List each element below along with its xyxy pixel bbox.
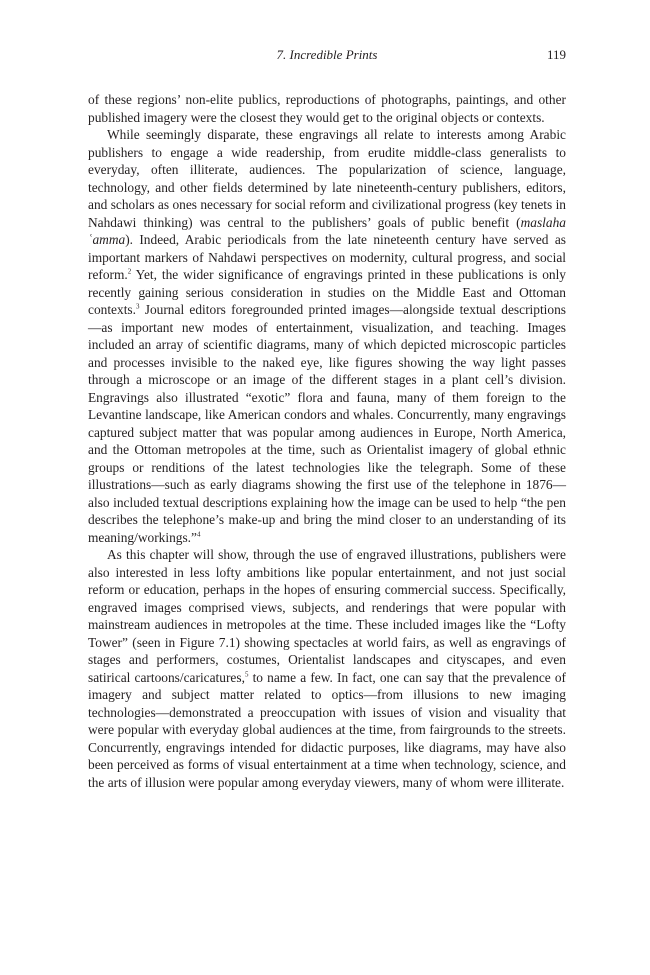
footnote-marker-3[interactable]: 3 xyxy=(135,302,140,311)
running-head xyxy=(88,46,566,64)
paragraph-3 xyxy=(88,546,566,791)
paragraph-2 xyxy=(88,126,566,546)
transliterated-term: maslaha ʿamma xyxy=(88,214,566,247)
paragraph-1 xyxy=(88,91,566,126)
paragraph-text: to name a few. In fact, one can say that the prevalence of imagery and subject matter related to optics—from illusions to new imaging technologies—demonstrated a preoccupation with issues of vision and visuality that were popular with everyday global audiences at the time, from fairgrounds to the streets. Concurrently, engravings intended for didactic purposes, like diagrams, may have also been perceived as forms of visual entertainment at a time when technology, science, and the arts of illusion were popular among everyday viewers, many of whom were illiterate. xyxy=(88,669,566,790)
paragraph-text: As this chapter will show, through the use of engraved illustrations, publishers were also interested in less lofty ambitions like popular entertainment, and not just social reform or education, perhaps in the hopes of ensuring commercial success. Specifically, engraved images comprised views, subjects, and renderings that were popular with mainstream audiences in metropoles at the time. These included images like the “Lofty Tower” (seen in Figure 7.1) showing spectacles at world fairs, as well as engravings of stages and performers, costumes, Orientalist landscapes and cityscapes, and even satirical cartoons/caricatures, xyxy=(88,547,566,685)
footnote-marker-4[interactable]: 4 xyxy=(196,530,201,539)
body-text xyxy=(88,91,566,791)
paragraph-text: Yet, the wider significance of engravings printed in these publications is only recently gaining serious consideration in studies on the Middle East and Ottoman contexts. xyxy=(88,267,566,317)
page-number: 119 xyxy=(546,47,566,62)
paragraph-text: While seemingly disparate, these engravings all relate to interests among Arabic publishers to engage a wide readership, from erudite middle-class generalists to everyday, often illiterate, audiences. The popularization of science, language, technology, and other fields determined by late nineteenth-century publishers, editors, and scholars as ones necessary for social reform and civilizational progress (key tenets in Nahdawi thinking) was central to the publishers’ goals of public benefit ( xyxy=(88,127,566,230)
footnote-marker-5[interactable]: 5 xyxy=(244,670,249,679)
running-title: 7. Incredible Prints xyxy=(276,47,378,62)
paragraph-text: ). Indeed, Arabic periodicals from the late nineteenth century have served as important markers of Nahdawi perspectives on modernity, cultural progress, and social reform. xyxy=(88,232,566,282)
paragraph-text: of these regions’ non-elite publics, reproductions of photographs, paintings, and other published imagery were the closest they would get to the original objects or contexts. xyxy=(88,92,566,125)
footnote-marker-2[interactable]: 2 xyxy=(127,267,132,276)
paragraph-text: Journal editors foregrounded printed images—alongside textual descriptions—as important new modes of entertainment, visualization, and teaching. Images included an array of scientific diagrams, many of which depicted microscopic particles and processes invisible to the naked eye, like figures showing the way light passes through a microscope or an image of the different stages in a plant cell’s division. Engravings also illustrated “exotic” flora and fauna, many of them foreign to the Levantine landscape, like American condors and whales. Concurrently, many engravings captured subject matter that was popular among audiences in Europe, North America, and the Ottoman metropoles at the time, such as Orientalist imagery of global ethnic groups or renditions of the latest technologies like the telegraph. Some of these illustrations—such as early diagrams showing the first use of the telephone in 1876—also included textual descriptions explaining how the image can be used to help “the pen describes the telephone’s make-up and bring the mind closer to an understanding of its meaning/workings.” xyxy=(88,302,566,545)
